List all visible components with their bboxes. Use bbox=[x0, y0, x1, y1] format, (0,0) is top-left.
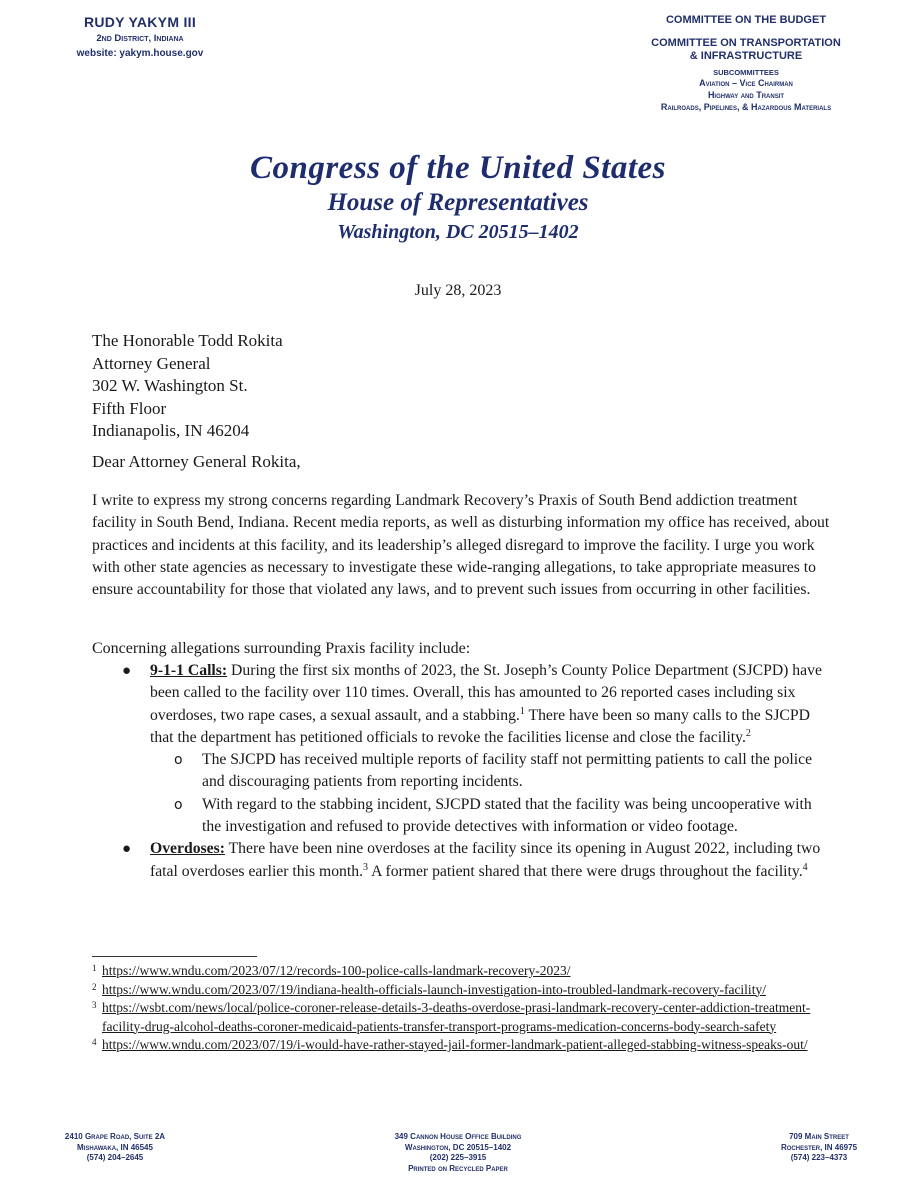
committee-transportation-line1: COMMITTEE ON TRANSPORTATION bbox=[651, 37, 841, 49]
sub-item-text: With regard to the stabbing incident, SJCPD stated that the facility was being uncooperative with the investigation and refused to provide detectives with information or video footage. bbox=[202, 795, 812, 836]
representative-website[interactable]: website: yakym.house.gov bbox=[76, 48, 204, 59]
subcommittee-railroads: Railroads, Pipelines, & Hazardous Materials bbox=[660, 102, 832, 112]
circle-bullet-icon: o bbox=[174, 752, 183, 769]
office-street: 349 Cannon House Office Building bbox=[394, 1132, 522, 1141]
footnote-item bbox=[92, 999, 832, 1036]
footnote-number: 3 bbox=[92, 1000, 97, 1010]
office-washington bbox=[333, 1132, 583, 1174]
footnote-item bbox=[92, 981, 832, 1000]
footnotes bbox=[92, 962, 832, 1055]
committee-transportation-line2: & INFRASTRUCTURE bbox=[689, 50, 803, 62]
office-street: 2410 Grape Road, Suite 2A bbox=[64, 1132, 166, 1141]
footnote-number: 4 bbox=[92, 1037, 97, 1047]
footnote-number: 1 bbox=[92, 963, 97, 973]
footnote-ref[interactable]: 2 bbox=[745, 727, 751, 739]
office-mishawaka bbox=[40, 1132, 190, 1164]
masthead-house: House of Representatives bbox=[327, 189, 589, 216]
committee-transportation bbox=[616, 37, 876, 63]
body-paragraph: I write to express my strong concerns regarding Landmark Recovery’s Praxis of South Bend addiction treatment facility in South Bend, Indiana. Recent media reports, as well as disturbing information my office has received, about practices and incidents at this facility, and its leadership’s alleged disregard to improve the facility. I urge you work with other state agencies as necessary to investigate these wide-ranging allegations, to take appropriate measures to ensure accountability for those that violated any laws, and to prevent such issues from occurring in other facilities. bbox=[92, 492, 830, 599]
footnote-number: 2 bbox=[92, 981, 97, 992]
footnote-ref[interactable]: 4 bbox=[802, 861, 808, 873]
bullet-title: 9-1-1 Calls: bbox=[150, 662, 228, 679]
masthead-congress: Congress of the United States bbox=[249, 150, 667, 186]
footnote-link[interactable]: https://www.wndu.com/2023/07/19/indiana-health-officials-launch-investigation-into-troubled-landmark-recovery-facility/ bbox=[102, 981, 766, 997]
circle-bullet-icon: o bbox=[174, 796, 183, 813]
bullet-dot-icon: ● bbox=[122, 841, 132, 858]
recycled-paper-note: Printed on Recycled Paper bbox=[408, 1163, 508, 1173]
salutation: Dear Attorney General Rokita, bbox=[92, 452, 301, 471]
recipient-floor: Fifth Floor bbox=[92, 398, 167, 418]
concerns-intro: Concerning allegations surrounding Praxis facility include: bbox=[92, 640, 471, 657]
subcommittee-highway: Highway and Transit bbox=[707, 90, 785, 100]
office-phone: (574) 223–4373 bbox=[790, 1153, 848, 1162]
bullet-text: During the first six months of 2023, the St. Joseph’s County Police Department (SJCPD) have been called to the facility over 110 times. Overall, this has amounted to 26 reported cases including six overdoses, two rape cases, a sexual assault, and a stabbing. bbox=[150, 662, 822, 724]
allegations-list bbox=[92, 660, 832, 883]
committees-block bbox=[616, 14, 876, 113]
recipient-address bbox=[92, 330, 283, 443]
sub-list-item bbox=[92, 749, 832, 794]
sub-list-item bbox=[92, 794, 832, 839]
list-item-overdoses bbox=[92, 838, 832, 883]
office-phone: (202) 225–3915 bbox=[429, 1153, 487, 1162]
bullet-title: Overdoses: bbox=[150, 840, 225, 858]
recipient-title: Attorney General bbox=[92, 353, 211, 373]
sub-item-text: The SJCPD has received multiple reports of facility staff not permitting patients to call the police and discouraging patients from reporting incidents. bbox=[202, 751, 813, 791]
footnote-ref[interactable]: 3 bbox=[363, 861, 369, 873]
representative-district: 2nd District, Indiana bbox=[96, 33, 184, 44]
recipient-street: 302 W. Washington St. bbox=[92, 376, 248, 395]
bullet-dot-icon: ● bbox=[122, 663, 132, 679]
footnote-ref[interactable]: 1 bbox=[519, 705, 525, 717]
office-city: Washington, DC 20515–1402 bbox=[404, 1142, 512, 1152]
office-street: 709 Main Street bbox=[789, 1132, 849, 1141]
list-item-911-calls bbox=[92, 660, 832, 749]
office-city: Rochester, IN 46975 bbox=[780, 1142, 858, 1152]
committee-budget: COMMITTEE ON THE BUDGET bbox=[665, 14, 827, 26]
representative-block bbox=[30, 14, 250, 59]
letter-date: July 28, 2023 bbox=[414, 282, 502, 299]
office-city: Mishawaka, IN 46545 bbox=[77, 1142, 153, 1152]
masthead-washington: Washington, DC 20515–1402 bbox=[337, 221, 579, 243]
bullet-text: There have been nine overdoses at the facility since its opening in August 2022, including two fatal overdoses earlier this month. bbox=[150, 840, 821, 880]
subcommittee-aviation: Aviation – Vice Chairman bbox=[699, 78, 793, 88]
footnote-link[interactable]: https://www.wndu.com/2023/07/19/i-would-have-rather-stayed-jail-former-landmark-patient-alleged-stabbing-witness-speaks-out/ bbox=[102, 1037, 808, 1052]
footnote-divider bbox=[92, 956, 257, 957]
recipient-city: Indianapolis, IN 46204 bbox=[92, 421, 250, 440]
letterhead-masthead bbox=[0, 150, 916, 244]
bullet-text: A former patient shared that there were drugs throughout the facility. bbox=[368, 862, 803, 880]
subcommittees-title: SUBCOMMITTEES bbox=[713, 68, 779, 77]
footnote-link[interactable]: https://wsbt.com/news/local/police-coroner-release-details-3-deaths-overdose-prasi-landmark-recovery-center-addiction-treatment-facility-drug-alcohol-deaths-coroner-medicaid-patients-transfer-transport-programs-medication-concerns-body-search-safety bbox=[102, 1000, 811, 1034]
representative-name: RUDY YAKYM III bbox=[83, 14, 197, 30]
office-rochester bbox=[744, 1132, 894, 1164]
bullet-text: There have been so many calls to the SJCPD that the department has petitioned officials to revoke the facilities license and close the facility. bbox=[150, 706, 810, 746]
footnote-item bbox=[92, 962, 832, 981]
footnote-item bbox=[92, 1036, 832, 1055]
footnote-link[interactable]: https://www.wndu.com/2023/07/12/records-100-police-calls-landmark-recovery-2023/ bbox=[102, 963, 571, 978]
office-phone: (574) 204–2645 bbox=[86, 1153, 144, 1162]
recipient-name: The Honorable Todd Rokita bbox=[92, 331, 283, 350]
